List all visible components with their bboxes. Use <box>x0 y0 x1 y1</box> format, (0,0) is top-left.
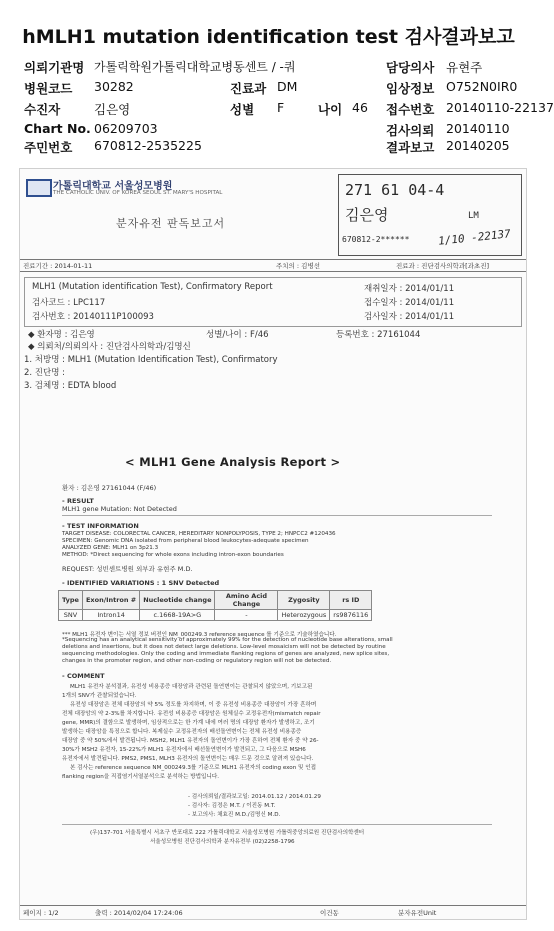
comment-line: 본 검사는 reference sequence NM_000249.3를 기준으로 MLH1 유전자의 coding exon 및 인접 <box>70 765 317 771</box>
analysis-title: < MLH1 Gene Analysis Report > <box>125 455 341 469</box>
sex-value: F <box>277 100 285 115</box>
comment-line: 유전자에서 발견됩니다. PMS2, PMS1, MLH3 유전자의 돌연변이는 매우 드문 것으로 알려져 있습니다. <box>62 756 314 762</box>
test-code: 검사코드 : LPC117 <box>32 298 106 308</box>
rrn-value: 670812-2535225 <box>94 138 202 153</box>
report-date-label: 결과보고 <box>386 140 435 155</box>
table-row <box>59 610 372 621</box>
patient-label: 수진자 <box>24 102 61 117</box>
hw-lm: LM <box>468 211 479 221</box>
hospital-name: 가톨릭대학교 서울성모병원 <box>53 181 173 192</box>
test-info-method: METHOD: *Direct sequencing for whole exons including intron-exon boundaries <box>62 552 284 558</box>
comment-line: 대장암 중 약 50%에서 발견됩니다. MSH2, MLH1 유전자의 돌연변이가 가장 흔하여 전체 환자 중 약 26- <box>62 738 319 744</box>
scanned-report <box>19 168 527 920</box>
hospital-logo-icon <box>26 179 52 197</box>
hw-rrn: 670812-2****** <box>342 235 410 244</box>
table-cell: c.1668-19A>G <box>140 610 215 621</box>
table-header-cell: Nucleotide change <box>140 591 215 610</box>
institution-label: 의뢰기관명 <box>24 60 85 75</box>
comment-line: 1개의 SNV가 관찰되었습니다. <box>62 693 137 699</box>
table-cell: Heterozygous <box>278 610 330 621</box>
footer-contact: 서울성모병원 진단검사의학과 분자유전부 (02)2258-1796 <box>150 839 295 845</box>
registration-number: 등록번호 : 27161044 <box>336 330 421 340</box>
order-item: 1. 처방명 : MLH1 (Mutation Identification Test), Confirmatory <box>24 355 278 365</box>
print-time: 출력 : 2014/02/04 17:24:06 <box>95 909 183 917</box>
variations-header: - IDENTIFIED VARIATIONS : 1 SNV Detected <box>62 579 220 587</box>
request-date: 재취일자 : 2014/01/11 <box>364 284 455 294</box>
variation-table <box>58 590 372 621</box>
diagnosis-item: 2. 진단명 : <box>24 368 66 378</box>
signature-line: - 검사의뢰일/결과보고일: 2014.01.12 / 2014.01.29 <box>188 794 321 800</box>
note-line: changes in the promoter region, and other non-coding or regulatory region will not be detected. <box>62 658 332 664</box>
patient-value: 김은영 <box>94 102 131 117</box>
note-line: *Sequencing has an analytical sensitivity of approximately 99% for the detection of nucleotide base alterations, small <box>62 637 393 643</box>
test-info-gene: ANALYZED GENE: MLH1 on 3p21.3 <box>62 545 159 551</box>
receipt-no-label: 접수번호 <box>386 102 435 117</box>
hospital-name-en: THE CATHOLIC UNIV. OF KOREA SEOUL ST. MARY'S HOSPITAL <box>53 190 223 196</box>
sex-label: 성별 <box>230 102 255 117</box>
request-date-label: 검사의뢰 <box>386 123 435 138</box>
doctor-label: 담당의사 <box>386 60 435 75</box>
result-header: - RESULT <box>62 497 94 505</box>
visit-period: 진료기간 : 2014-01-11 <box>23 262 93 270</box>
department-value: DM <box>277 79 298 94</box>
specimen-item: 3. 검체명 : EDTA blood <box>24 381 117 391</box>
signature-line: - 검사자: 김정은 M.T. / 이진동 M.T. <box>188 803 276 809</box>
note-line: *** MLH1 유전자 변이는 서열 정보 버전인 NM_000249.3 reference sequence 를 기준으로 기술하였습니다. <box>62 632 337 638</box>
comment-header: - COMMENT <box>62 672 105 680</box>
hospital-code-value: 30282 <box>94 79 134 94</box>
hw-signature: 1/10 -22137 <box>437 227 512 248</box>
footer-address: (우)137-701 서울특별시 서초구 반포대로 222 가톨릭대학교 서울성모병원 가톨릭중앙의료원 진단검사의학센터 <box>90 830 365 836</box>
table-header-cell: rs ID <box>330 591 372 610</box>
unit-name: 분자유전Unit <box>398 909 437 917</box>
report-heading: 분자유전 판독보고서 <box>116 217 226 230</box>
note-line: deletions and insertions, but it does not detect large deletions. Low-level mosaicism will not be detected by routine <box>62 644 386 650</box>
rrn-label: 주민번호 <box>24 140 73 155</box>
comment-line: MLH1 유전자 분석결과, 유전성 비용종증 대장암과 관련된 돌연변이는 관찰되지 않았으며, 기보고된 <box>70 684 313 690</box>
comment-line: 전체 대장암의 약 2-3%를 차지합니다. 유전성 비용종증 대장암은 원체실수 교정유전자(mismatch repair <box>62 711 321 717</box>
note-line: sequencing methodologies. Only the coding and immediate flanking regions of genes are analyzed, new splice sites, <box>62 651 390 657</box>
table-header-cell: Exon/Intron # <box>82 591 139 610</box>
comment-line: 발생하는 대장암을 특징으로 합니다. 복제실수 교정유전자의 배선돌연변이는 전체 유전성 비용종증 <box>62 729 302 735</box>
attending-physician: 주치의 : 김병선 <box>276 262 320 270</box>
test-number: 검사번호 : 20140111P100093 <box>32 312 154 322</box>
doctor-value: 유현주 <box>446 60 483 75</box>
test-info-specimen: SPECIMEN: Genomic DNA isolated from peripheral blood leukocytes-adequate specimen <box>62 538 309 544</box>
table-header-cell: Type <box>59 591 83 610</box>
comment-line: gene, MMR)의 결함으로 발생하며, 임상적으로는 한 가계 내에 여러 명의 대장암 환자가 발생하고, 조기 <box>62 720 315 726</box>
patient-line: ◆ 환자명 : 김은영 <box>28 330 95 340</box>
request-line: REQUEST: 성빈센트병원 외부과 유현주 M.D. <box>62 565 193 573</box>
table-header-cell: Amino Acid Change <box>215 591 278 610</box>
hw-id: 271 61 04-4 <box>345 181 445 199</box>
age-value: 46 <box>352 100 368 115</box>
table-header-cell: Zygosity <box>278 591 330 610</box>
comment-line: flanking region을 직접염기서열분석으로 분석하는 방법입니다. <box>62 774 220 780</box>
table-cell: rs9876116 <box>330 610 372 621</box>
institution-value: 가톨릭학원가톨릭대학교병동센트 / -쿼 <box>94 60 296 74</box>
test-info-header: - TEST INFORMATION <box>62 522 139 530</box>
requester: ◆ 의뢰처/의뢰의사 : 진단검사의학과/김명신 <box>28 342 191 352</box>
exam-date: 검사일자 : 2014/01/11 <box>364 312 455 322</box>
test-info-target: TARGET DISEASE: COLORECTAL CANCER, HEREDITARY NONPOLYPOSIS, TYPE 2; HNPCC2 #120436 <box>62 531 336 537</box>
clinical-info-label: 임상정보 <box>386 81 435 96</box>
hw-name: 김은영 <box>345 206 389 224</box>
test-name: MLH1 (Mutation identification Test), Confirmatory Report <box>32 282 273 292</box>
table-cell: SNV <box>59 610 83 621</box>
page-title: hMLH1 mutation identification test 검사결과보고 <box>22 26 515 48</box>
table-cell: - <box>215 610 278 621</box>
chart-value: 06209703 <box>94 121 158 136</box>
comment-line: 유전성 대장암은 전체 대장암의 약 5% 정도를 차지하며, 이 중 유전성 비용종증 대장암이 가장 흔하며 <box>70 702 317 708</box>
receipt-no-value: 20140110-22137 <box>446 100 554 115</box>
clinical-info-value: O752N0IR0 <box>446 79 518 94</box>
hospital-code-label: 병원코드 <box>24 81 73 96</box>
report-date-value: 20140205 <box>446 138 510 153</box>
department: 진료과 : 진단검사의학과[과초진] <box>396 262 490 270</box>
department-label: 진료과 <box>230 81 267 96</box>
chart-label: Chart No. <box>24 121 91 136</box>
signature-line: - 보고의사: 채효진 M.D./김명신 M.D. <box>188 812 281 818</box>
receipt-date: 접수일자 : 2014/01/11 <box>364 298 455 308</box>
patient-small: 환자 : 김은영 27161044 (F/46) <box>62 484 157 492</box>
result-line: MLH1 gene Mutation: Not Detected <box>62 505 177 513</box>
page-number: 페이지 : 1/2 <box>23 909 59 917</box>
comment-line: 30%가 MSH2 유전자, 15-22%가 MLH1 유전자에서 배선돌연변이가 발견되고, 그 다음으로 MSH6 <box>62 747 306 753</box>
sex-age: 성별/나이 : F/46 <box>206 330 269 340</box>
age-label: 나이 <box>318 102 343 117</box>
request-date-value: 20140110 <box>446 121 510 136</box>
table-cell: Intron14 <box>82 610 139 621</box>
printer-name: 이건동 <box>320 909 339 917</box>
